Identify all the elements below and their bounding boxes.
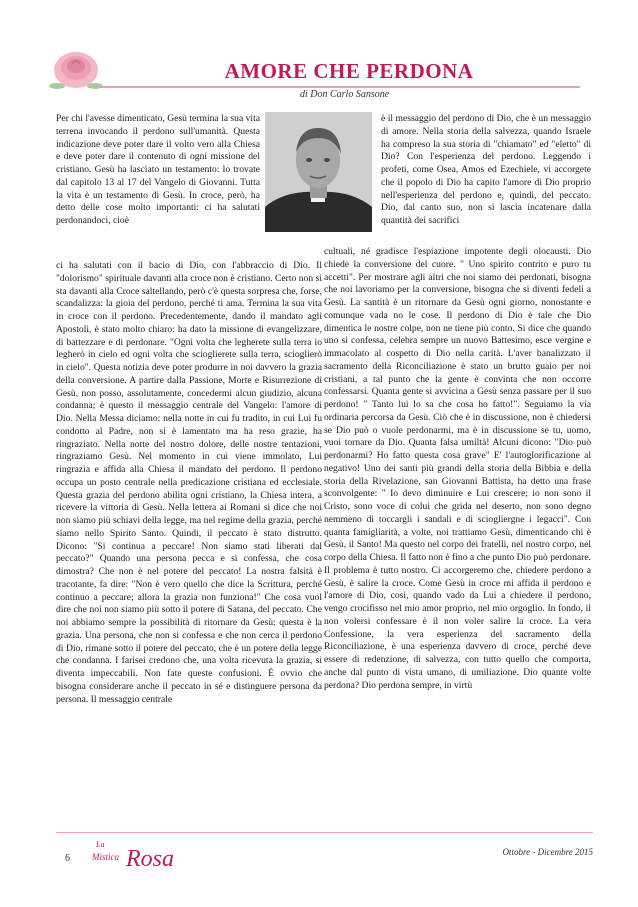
magazine-logo [92,840,192,880]
paragraph-right-top: è il messaggio del perdono di Dio, che è un messaggio di amore. Nella storia della salvezza, quando Israele ha compreso la sua storia di "chiamato" ed "eletto" di Dio? Con l'esperienza del perdono. Leggendo i profeti, come Osea, Amos ed Ezechiele, vi accorgete che il popolo di Dio ha capito l'amore di Dio proprio nell'esperienza del perdono e, quindi, del peccato. Dio, dal canto suo, non si lascia incatenare dalla quantità dei sacrifici [381,113,591,226]
rose-decoration-icon [45,42,107,94]
paragraph-left: ci ha salutati con il bacio di Dio, con l'abbraccio di Dio. Il "dolorismo" spirituale davanti alla croce non è cristiano. Certo non si sta davanti alla Croce saltellando, però c'è questa sorpresa che, forse, scandalizza: la gioia del perdono, perché ti ama. Termina la sua vita in croce con il perdono. Precedentemente, dando il mandato agli Apostoli, è stato molto chiaro: ha dato la missione di evangelizzare, di battezzare e di perdonare. "Ogni volta che legherete sulla terra io legherò in cielo ed ogni volta che scioglierete sulla terra, scioglierò in cielo". Questa notizia deve poter produrre in noi davvero la grazia della conversione. A partire dalla Passione, Morte e Risurrezione di Gesù, non posso, assolutamente, concedermi alcun giudizio, alcuna condanna; è questo il messaggio centrale del Vangelo: l'amore di Dio. Nella Messa diciamo: nella notte in cui fu tradito, in cui Lui fu condotto al Padre, non si è lamentato ma ha reso grazie, ha ringraziato. Nella notte del nostro dolore, delle nostre tentazioni, ringraziamo Gesù. Nel momento in cui viene immolato, Lui ringrazia e affida alla Chiesa il mandato del perdono. Il perdono occupa un posto centrale nella predicazione cristiana ed ecclesiale. Questa grazia del perdono abilita ogni cristiano, la Chiesa intera, a ricevere la vittoria di Gesù. Nella lettera ai Romani si dice che noi non siamo più schiavi della legge, ma nel regime della grazia, perché siamo nello Spirito Santo. Quindi, il peccato è stato distrutto. Dicono: "Si continua a peccare! Non siamo stati liberati dal peccato?" Quando una persona pecca e si confessa, che cosa dimostra? Che non è nel potere del peccato! La nostra falsità è tracotante, fa dire: "Non è vero quello che dice la Scrittura, perché continuo a peccare; allora la grazia non funziona!" Che cosa vuol dire che noi non siamo più sotto il potere di Satana, del peccato. Che noi abbiamo sempre la possibilità di ritornare da Gesù: questa è la grazia. Una persona, che non si confessa e che non cerca il perdono di Dio, rimane sotto il potere del peccato, che è un potere della legge che condanna. I farisei credono che, una volta ricevuta la grazia, si diventa impeccabili. Non fate queste confusioni. È ovvio che bisogna considerare anche il peccato in sé e distinguere persona da persona. Il messaggio centrale [56,260,322,705]
priest-portrait-photo [265,112,372,232]
header-rule [100,86,580,88]
issue-date: Ottobre - Dicembre 2015 [502,847,593,857]
text-column-left [56,260,322,825]
page-number: 6 [65,853,70,864]
text-column-left-top [56,113,260,260]
text-column-right-top [381,113,591,246]
paragraph-left-top: Per chi l'avesse dimenticato, Gesù termina la sua vita terrena invocando il perdono sull'umanità. Questa indicazione deve poter dare il volto vero alla Chiesa e deve poter dare il contenuto di ogni missione del cristiano. Gesù ha lasciato un testamento: lo trovate dal capitolo 13 al 17 del Vangelo di Giovanni. Tutta la vita è un testamento di Gesù. In croce, però, ha detto delle cose molto importanti: ci ha salutati perdonandoci, cioè [56,113,260,226]
paragraph-right: cultuali, né gradisce l'espiazione impotente degli olocausti. Dio chiede la conversione del cuore. " Uno spirito contrito e puro tu accetti". Per mostrare agli altri che noi siamo dei perdonati, bisogna che noi lavoriamo per la conversione, bisogna che si diventi fedeli a Gesù. La santità è un ritornare da Gesù ogni giorno, nonostante e comunque vada no le cose. Il perdono di Dio è tale che Dio dimentica le nostre colpe, non ne tiene più conto. Si dice che quando uno si confessa, celebra sempre un nuovo Battesimo, esce vergine e immacolato al cospetto di Dio nella carità. L'aver banalizzato il sacramento della Riconciliazione è stato un brutto guaio per noi cristiani, a tal punto che la gente è convinta che non occorre confessarsi. Quanta gente si avvicina a Gesù senza passare per il suo perdono! " Tanto lui lo sa che cosa ho fatto!". Seguiamo la via ordinaria percorsa da Gesù. Ciò che è in discussione, non è chiedersi se Dio può o vuole perdonarmi, ma è in discussione se tu, uomo, vuoi tornare da Dio. Quanta falsa umiltà! Alcuni dicono: "Dio può perdonarmi? Ho fatto questa cosa grave" E' l'autoglorificazione al negativo! Uno dei santi più grandi della storia della Bibbia e della storia della Rivelazione, san Giovanni Battista, ha detto una frase sconvolgente: " Io devo diminuire e Lui crescere; io non sono il Cristo, sono voce di colui che grida nel deserto, non sono degno nemmeno di toccargli i sandali e di sciogliergne i legacci". Con quanta famigliarità, a volte, noi trattiamo Gesù, dimenticando chi è Gesù, il Santo! Ma questo nel corpo dei fratelli, nel nostro corpo, nel corpo della Chiesa. Il fatto non è fino a che punto Dio può perdonare. Il problema è tutto nostro. Ci accorgeremo che, chiedere perdono a Gesù, è salire la croce. Come Gesù in croce mi affida il perdono e l'amore di Dio, così, quando vado da Lui a chiedere il perdono, vengo crocifisso nel mio amor proprio, nel mio orgoglio. In fondo, il non volersi confessare è il non voler salire la croce. La vera Confessione, la vera esperienza del sacramento della Riconciliazione, è una esperienza davvero di croce, perché deve essere di redenzione, di salvezza, con tutto quello che comporta, anche dal punto di vista umano, di umiliazione. Dio quante volte perdona? Dio perdona sempre, in virtù [324,246,591,691]
footer-rule [56,832,593,833]
logo-la: La [96,840,105,849]
article-title: AMORE CHE PERDONA [224,59,474,83]
text-column-right [324,246,591,825]
logo-mistica: Mistica [92,852,119,862]
article-byline: di Don Carlo Sansone [300,89,390,100]
logo-rosa: Rosa [126,846,174,872]
